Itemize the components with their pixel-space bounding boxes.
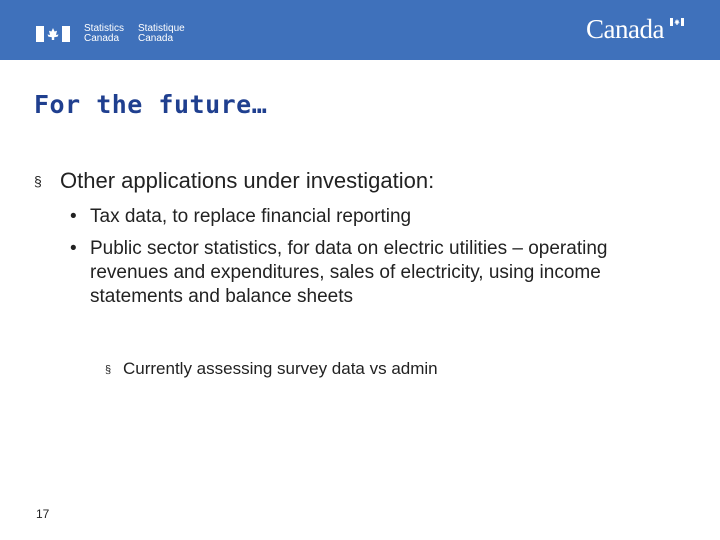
bullet-level2-text: Public sector statistics, for data on electric utilities – operating revenues and expenditures, sales of electricity, using income statements and balance sheets xyxy=(90,238,608,307)
canada-wordmark-text: Canada xyxy=(586,14,664,44)
statistique-canada-wordmark xyxy=(138,24,185,44)
bullet-level3-text: Currently assessing survey data vs admin xyxy=(123,359,438,378)
dot-bullet-icon: • xyxy=(70,206,77,227)
header-band xyxy=(0,0,720,60)
dot-bullet-icon: • xyxy=(70,238,77,259)
org-en-line2: Canada xyxy=(84,33,120,44)
org-fr-line1: Statistique xyxy=(138,23,185,34)
page-number: 17 xyxy=(36,507,50,521)
org-fr-line2: Canada xyxy=(138,33,174,44)
square-bullet-icon: § xyxy=(34,173,42,189)
canada-flag-icon xyxy=(36,26,70,42)
square-bullet-icon: § xyxy=(105,364,112,376)
org-en-line1: Statistics xyxy=(84,23,125,34)
bullet-level2-text: Tax data, to replace financial reporting xyxy=(90,206,412,227)
canada-wordmark-flag-icon xyxy=(670,18,684,26)
bullet-level1-text: Other applications under investigation: xyxy=(60,168,435,193)
statistics-canada-wordmark xyxy=(84,24,124,44)
slide-title: For the future… xyxy=(34,90,268,119)
